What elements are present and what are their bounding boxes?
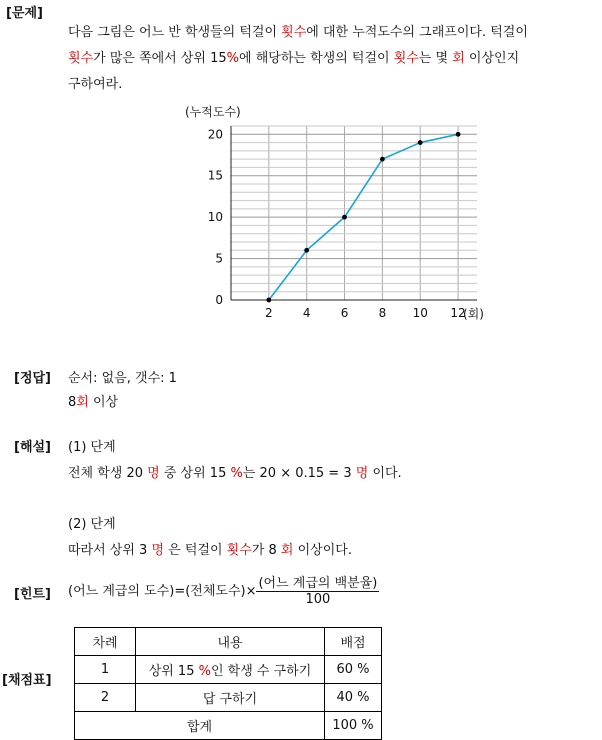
rubric-table — [74, 627, 382, 740]
solution-text: 는 20 × 0.15 = 3 — [242, 466, 356, 481]
problem-text: 에 해당하는 학생의 턱걸이 — [239, 51, 394, 66]
solution-text: 이상이다. — [293, 543, 352, 558]
highlight: 횟수 — [393, 51, 419, 66]
row-content: 답 구하기 — [136, 684, 325, 712]
x-tick-label: 2 — [265, 306, 273, 320]
solution-label: [해설] — [14, 440, 51, 455]
highlight: 횟수 — [226, 543, 252, 558]
vertical-gridlines — [269, 126, 458, 300]
answer-line-1: 순서: 없음, 갯수: 1 — [68, 371, 177, 386]
hint-label: [힌트] — [14, 587, 51, 602]
table-row — [75, 656, 382, 684]
total-label: 합계 — [75, 712, 325, 740]
series-segment — [420, 134, 458, 142]
answer-label: [정답] — [14, 371, 51, 386]
y-tick-label: 10 — [207, 210, 223, 225]
problem-line-3: 구하여라. — [68, 77, 123, 92]
hint-formula — [68, 572, 379, 607]
data-point — [342, 215, 347, 220]
highlight: % — [226, 51, 240, 66]
y-tick-label: 20 — [207, 127, 223, 142]
header-cell: 내용 — [136, 628, 325, 656]
x-axis-label: (회) — [463, 307, 484, 321]
highlight: 회 — [452, 51, 465, 66]
rubric-label: [채점표] — [2, 673, 52, 688]
row-number: 2 — [75, 684, 136, 712]
table-total-row — [75, 712, 382, 740]
x-tick-label: 10 — [412, 306, 428, 320]
highlight: 회 — [280, 543, 294, 558]
axes — [231, 126, 477, 300]
solution-line-2 — [68, 539, 352, 558]
solution-step-1: (1) 단계 — [68, 440, 116, 455]
problem-label: [문제] — [6, 6, 43, 21]
solution-text: 전체 학생 20 — [68, 466, 148, 481]
data-point — [456, 132, 461, 137]
solution-text: 가 8 — [251, 543, 281, 558]
problem-line-2 — [68, 46, 519, 72]
header-cell: 배점 — [325, 628, 382, 656]
highlight: 명 — [151, 543, 165, 558]
y-tick-label: 15 — [207, 168, 223, 183]
solution-text: 중 상위 15 — [159, 466, 231, 481]
x-tick-label: 8 — [378, 306, 387, 320]
highlight: 회 — [76, 395, 89, 410]
data-point — [380, 157, 385, 162]
total-score: 100 % — [325, 712, 382, 740]
row-content-text: 인 학생 수 구하기 — [210, 664, 312, 679]
y-axis-label: (누적도수) — [185, 105, 241, 119]
row-score: 40 % — [325, 684, 382, 712]
solution-line-1 — [68, 462, 402, 481]
solution-text: 은 턱걸이 — [164, 543, 227, 558]
row-content — [136, 656, 325, 684]
problem-text: 는 몇 — [418, 51, 453, 66]
x-tick-label: 4 — [302, 306, 311, 320]
highlight: 명 — [147, 466, 160, 481]
x-tick-label: 6 — [340, 306, 349, 320]
data-point — [266, 298, 271, 303]
highlight: % — [230, 466, 243, 481]
answer-text: 이상 — [88, 395, 119, 410]
fraction-denominator: 100 — [305, 592, 331, 607]
hint-fraction — [256, 572, 379, 607]
highlight: 명 — [355, 466, 369, 481]
problem-line-1 — [68, 20, 528, 46]
solution-text: 따라서 상위 3 — [68, 543, 152, 558]
x-tick-label: 12 — [450, 306, 466, 320]
highlight: 횟수 — [281, 25, 307, 40]
y-tick-label: 5 — [215, 251, 223, 266]
answer-line-2 — [68, 391, 118, 410]
horizontal-gridlines — [231, 126, 477, 292]
highlight: 횟수 — [68, 51, 94, 66]
header-cell: 차례 — [75, 628, 136, 656]
y-tick-label: 0 — [215, 293, 223, 307]
data-point — [418, 140, 423, 145]
row-score: 60 % — [325, 656, 382, 684]
table-row — [75, 684, 382, 712]
solution-step-2: (2) 단계 — [68, 517, 116, 532]
data-point — [304, 248, 309, 253]
answer-text: 8 — [68, 395, 77, 410]
problem-text: 다음 그림은 어느 반 학생들의 턱걸이 — [68, 25, 282, 40]
cumulative-frequency-chart — [185, 100, 495, 330]
problem-text: 에 대한 누적도수의 그래프이다. 턱걸이 — [306, 25, 528, 40]
problem-text: 이상인지 — [464, 51, 520, 66]
problem-text: 가 많은 쪽에서 상위 15 — [93, 51, 227, 66]
row-content-text: 상위 15 — [148, 664, 199, 679]
highlight: % — [198, 664, 211, 679]
hint-formula-lhs: (어느 계급의 도수)=(전체도수)× — [68, 584, 257, 599]
table-header-row — [75, 628, 382, 656]
solution-text: 이다. — [368, 466, 402, 481]
row-number: 1 — [75, 656, 136, 684]
fraction-numerator: (어느 계급의 백분율) — [256, 572, 379, 592]
